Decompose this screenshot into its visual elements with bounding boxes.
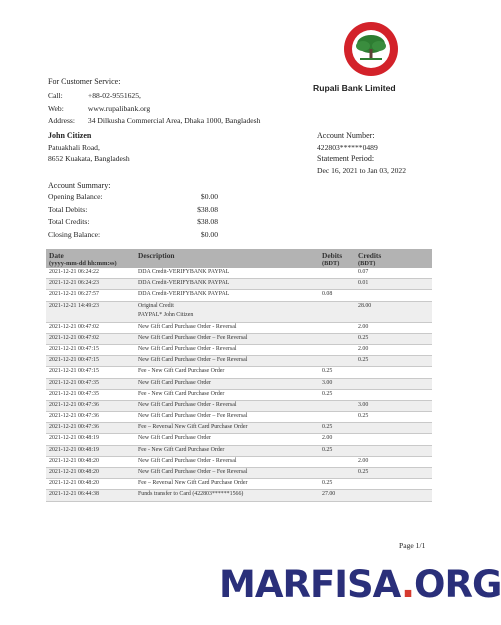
row-date-text: 2021-12-21 00:47:36 bbox=[49, 424, 99, 431]
row-credit bbox=[355, 423, 432, 434]
row-debit bbox=[319, 400, 355, 411]
row-credit bbox=[355, 434, 432, 445]
summary-value: $38.08 bbox=[197, 204, 218, 214]
row-credit-text: 0.07 bbox=[358, 269, 369, 275]
row-description bbox=[135, 434, 319, 445]
row-debit bbox=[319, 445, 355, 456]
row-description bbox=[135, 423, 319, 434]
table-row bbox=[46, 490, 432, 501]
row-description bbox=[135, 333, 319, 344]
table-row bbox=[46, 279, 432, 290]
row-credit-text: 2.00 bbox=[358, 323, 369, 330]
customer-block bbox=[48, 130, 130, 165]
row-description bbox=[135, 378, 319, 389]
summary-row-debits bbox=[48, 205, 218, 218]
description-header bbox=[135, 249, 319, 268]
web-value: www.rupalibank.org bbox=[87, 104, 151, 113]
table-row bbox=[46, 301, 432, 322]
row-credit-text: 0.01 bbox=[358, 280, 369, 287]
row-description-text: New Gift Card Purchase Order – Fee Reversal bbox=[138, 469, 248, 475]
row-debit-text: 0.25 bbox=[322, 446, 333, 453]
row-description-text: Fee - New Gift Card Purchase Order bbox=[138, 368, 225, 375]
row-debit bbox=[319, 434, 355, 445]
row-credit bbox=[355, 468, 432, 479]
row-description bbox=[135, 344, 319, 355]
row-credit bbox=[355, 490, 432, 501]
transactions-table bbox=[46, 249, 432, 502]
row-date-text: 2021-12-21 14:49:23 bbox=[49, 302, 99, 309]
row-date-text: 2021-12-21 06:27:57 bbox=[49, 291, 99, 298]
row-credit bbox=[355, 400, 432, 411]
row-description-text: New Gift Card Purchase Order bbox=[138, 379, 211, 386]
row-credit bbox=[355, 445, 432, 456]
row-debit bbox=[319, 290, 355, 301]
row-credit bbox=[355, 479, 432, 490]
table-row bbox=[46, 344, 432, 355]
bank-logo bbox=[332, 20, 410, 78]
watermark-tld: ORG bbox=[414, 563, 501, 606]
table-row bbox=[46, 423, 432, 434]
row-debit-text: 0.25 bbox=[322, 480, 333, 487]
row-credit bbox=[355, 322, 432, 333]
web-row bbox=[48, 104, 150, 113]
row-credit bbox=[355, 389, 432, 400]
row-description-text: New Gift Card Purchase Order - Reversal bbox=[138, 401, 237, 408]
row-debit-text: 0.25 bbox=[322, 390, 333, 397]
row-debit-text: 0.25 bbox=[322, 424, 333, 431]
row-credit bbox=[355, 268, 432, 279]
row-date bbox=[46, 456, 135, 467]
row-credit bbox=[355, 344, 432, 355]
watermark-text: MARFISA bbox=[219, 563, 401, 606]
row-description bbox=[135, 301, 319, 322]
debits-header-label: Debits bbox=[322, 251, 343, 260]
row-description bbox=[135, 356, 319, 367]
row-description-text: New Gift Card Purchase Order – Fee Reversal bbox=[138, 357, 248, 364]
row-debit bbox=[319, 412, 355, 423]
row-description bbox=[135, 279, 319, 290]
row-date-text: 2021-12-21 06:44:38 bbox=[49, 491, 99, 498]
watermark-dot: . bbox=[400, 563, 415, 606]
credits-header-label: Credits bbox=[358, 251, 382, 260]
row-credit bbox=[355, 356, 432, 367]
summary-row-credits bbox=[48, 217, 218, 230]
row-debit bbox=[319, 344, 355, 355]
row-credit bbox=[355, 378, 432, 389]
date-header-label: Date bbox=[49, 251, 64, 260]
page-number: Page 1/1 bbox=[399, 541, 426, 550]
row-date-text: 2021-12-21 00:47:36 bbox=[49, 413, 99, 420]
summary-value: $38.08 bbox=[197, 217, 218, 227]
customer-address-line2: 8652 Kuakata, Bangladesh bbox=[48, 154, 130, 163]
table-row bbox=[46, 389, 432, 400]
row-description bbox=[135, 490, 319, 501]
watermark-logo bbox=[219, 563, 501, 606]
row-debit bbox=[319, 322, 355, 333]
row-description bbox=[135, 290, 319, 301]
row-description-text: DDA Credit-VERIFYBANK PAYPAL bbox=[138, 269, 230, 275]
row-debit bbox=[319, 456, 355, 467]
call-label: Call: bbox=[48, 91, 63, 100]
row-date-text: 2021-12-21 00:48:20 bbox=[49, 480, 99, 487]
table-row bbox=[46, 468, 432, 479]
row-debit bbox=[319, 279, 355, 290]
row-debit-text: 27.00 bbox=[322, 491, 336, 498]
row-description-text: Funds transfer to Card (422803******1566) bbox=[138, 491, 244, 498]
address-row bbox=[48, 116, 260, 125]
row-debit bbox=[319, 468, 355, 479]
row-description-text: New Gift Card Purchase Order – Fee Reversal bbox=[138, 334, 248, 341]
row-date bbox=[46, 367, 135, 378]
row-debit bbox=[319, 367, 355, 378]
row-credit-text: 0.25 bbox=[358, 413, 369, 420]
row-description-text: DDA Credit-VERIFYBANK PAYPAL bbox=[138, 291, 230, 298]
row-debit bbox=[319, 356, 355, 367]
row-credit-text: 0.25 bbox=[358, 357, 369, 364]
table-row bbox=[46, 445, 432, 456]
row-credit bbox=[355, 456, 432, 467]
row-debit bbox=[319, 389, 355, 400]
row-date-text: 2021-12-21 00:47:35 bbox=[49, 379, 99, 386]
row-description-text: Original Credit bbox=[138, 302, 174, 309]
summary-row-closing bbox=[48, 230, 218, 243]
row-debit-text: 0.25 bbox=[322, 368, 333, 375]
row-date-text: 2021-12-21 06:24:22 bbox=[49, 269, 99, 275]
row-date bbox=[46, 344, 135, 355]
row-date bbox=[46, 490, 135, 501]
row-date-text: 2021-12-21 00:47:02 bbox=[49, 323, 99, 330]
row-debit bbox=[319, 378, 355, 389]
row-date bbox=[46, 479, 135, 490]
row-credit-text: 0.25 bbox=[358, 469, 369, 475]
call-value: +88-02-9551625, bbox=[87, 91, 141, 100]
row-description bbox=[135, 367, 319, 378]
row-date-text: 2021-12-21 00:47:36 bbox=[49, 401, 99, 408]
row-date bbox=[46, 434, 135, 445]
row-credit bbox=[355, 301, 432, 322]
summary-label: Total Debits: bbox=[48, 204, 88, 214]
row-debit bbox=[319, 333, 355, 344]
row-description-text: DDA Credit-VERIFYBANK PAYPAL bbox=[138, 280, 230, 287]
row-date-text: 2021-12-21 00:48:19 bbox=[49, 446, 99, 453]
summary-value: $0.00 bbox=[200, 229, 218, 239]
row-date bbox=[46, 423, 135, 434]
summary-title: Account Summary: bbox=[48, 181, 111, 190]
row-date-text: 2021-12-21 00:48:20 bbox=[49, 469, 99, 475]
table-row bbox=[46, 290, 432, 301]
account-summary bbox=[48, 181, 218, 242]
row-date-text: 2021-12-21 00:47:15 bbox=[49, 357, 99, 364]
row-credit bbox=[355, 367, 432, 378]
row-description-text: New Gift Card Purchase Order – Fee Reversal bbox=[138, 413, 248, 420]
row-description bbox=[135, 445, 319, 456]
row-credit-text: 2.00 bbox=[358, 457, 369, 464]
debits-header-unit: (BDT) bbox=[322, 260, 340, 267]
call-row bbox=[48, 91, 141, 100]
table-row bbox=[46, 400, 432, 411]
web-label: Web: bbox=[48, 104, 64, 113]
row-debit bbox=[319, 423, 355, 434]
row-date bbox=[46, 400, 135, 411]
row-description bbox=[135, 322, 319, 333]
row-date-text: 2021-12-21 00:47:02 bbox=[49, 334, 99, 341]
row-description-text: Fee - New Gift Card Purchase Order bbox=[138, 390, 225, 397]
row-description bbox=[135, 268, 319, 279]
row-date-text: 2021-12-21 00:47:15 bbox=[49, 368, 99, 375]
bank-name: Rupali Bank Limited bbox=[313, 83, 396, 93]
date-header-format: (yyyy-mm-dd hh:mm:ss) bbox=[49, 260, 117, 267]
row-date bbox=[46, 389, 135, 400]
row-description-text: Fee - New Gift Card Purchase Order bbox=[138, 446, 225, 453]
date-header bbox=[46, 249, 135, 268]
statement-period-label: Statement Period: bbox=[317, 154, 375, 163]
row-debit-text: 0.08 bbox=[322, 291, 333, 298]
row-description-text: New Gift Card Purchase Order - Reversal bbox=[138, 457, 237, 464]
summary-label: Closing Balance: bbox=[48, 229, 101, 239]
row-debit bbox=[319, 490, 355, 501]
customer-service-title: For Customer Service: bbox=[48, 77, 121, 86]
row-date bbox=[46, 378, 135, 389]
row-date bbox=[46, 445, 135, 456]
table-row bbox=[46, 356, 432, 367]
description-header-label: Description bbox=[138, 251, 175, 260]
row-debit-text: 3.00 bbox=[322, 379, 333, 386]
row-description bbox=[135, 400, 319, 411]
row-credit-text: 28.00 bbox=[358, 302, 372, 309]
debits-header bbox=[319, 249, 355, 268]
address-label: Address: bbox=[48, 116, 75, 125]
credits-header-unit: (BDT) bbox=[358, 260, 376, 267]
row-description bbox=[135, 456, 319, 467]
address-value: 34 Dilkusha Commercial Area, Dhaka 1000, Bangladesh bbox=[87, 116, 261, 125]
row-description-text: New Gift Card Purchase Order bbox=[138, 435, 211, 442]
summary-value: $0.00 bbox=[200, 192, 218, 201]
row-debit bbox=[319, 301, 355, 322]
row-debit bbox=[319, 268, 355, 279]
row-credit bbox=[355, 412, 432, 423]
row-credit-text: 3.00 bbox=[358, 401, 369, 408]
row-debit bbox=[319, 479, 355, 490]
table-row bbox=[46, 367, 432, 378]
table-row bbox=[46, 378, 432, 389]
customer-address-line1: Patuakhali Road, bbox=[48, 142, 100, 152]
row-date bbox=[46, 279, 135, 290]
row-credit-text: 0.25 bbox=[358, 334, 369, 341]
table-row bbox=[46, 412, 432, 423]
row-credit bbox=[355, 290, 432, 301]
row-description-line2: PAYPAL* John Citizen bbox=[138, 312, 194, 319]
row-debit-text: 2.00 bbox=[322, 435, 333, 442]
row-date bbox=[46, 322, 135, 333]
summary-row-opening bbox=[48, 192, 218, 205]
row-date bbox=[46, 356, 135, 367]
row-credit-text: 2.00 bbox=[358, 345, 369, 352]
row-description-text: Fee – Reversal New Gift Card Purchase Order bbox=[138, 480, 248, 487]
table-row bbox=[46, 268, 432, 279]
row-date bbox=[46, 333, 135, 344]
row-date bbox=[46, 412, 135, 423]
row-date bbox=[46, 268, 135, 279]
customer-name: John Citizen bbox=[48, 131, 92, 140]
account-block bbox=[317, 130, 406, 176]
summary-label: Opening Balance: bbox=[48, 192, 103, 201]
row-date-text: 2021-12-21 00:47:35 bbox=[49, 390, 99, 397]
table-header-row bbox=[46, 249, 432, 268]
account-number-value: 422803******0489 bbox=[317, 142, 378, 152]
table-row bbox=[46, 322, 432, 333]
row-date-text: 2021-12-21 06:24:23 bbox=[49, 280, 99, 287]
row-credit bbox=[355, 279, 432, 290]
row-date bbox=[46, 468, 135, 479]
credits-header bbox=[355, 249, 432, 268]
statement-period-value: Dec 16, 2021 to Jan 03, 2022 bbox=[317, 165, 407, 175]
summary-label: Total Credits: bbox=[48, 217, 90, 227]
row-credit bbox=[355, 333, 432, 344]
account-number-label: Account Number: bbox=[317, 131, 375, 140]
row-description bbox=[135, 479, 319, 490]
row-date-text: 2021-12-21 00:47:15 bbox=[49, 345, 99, 352]
table-row bbox=[46, 434, 432, 445]
table-row bbox=[46, 456, 432, 467]
table-row bbox=[46, 479, 432, 490]
row-description-text: Fee – Reversal New Gift Card Purchase Order bbox=[138, 424, 248, 431]
row-description bbox=[135, 412, 319, 423]
row-date bbox=[46, 301, 135, 322]
row-date-text: 2021-12-21 00:48:20 bbox=[49, 457, 99, 464]
table-row bbox=[46, 333, 432, 344]
row-description-text: New Gift Card Purchase Order - Reversal bbox=[138, 323, 237, 330]
row-description bbox=[135, 389, 319, 400]
row-date bbox=[46, 290, 135, 301]
row-description-text: New Gift Card Purchase Order - Reversal bbox=[138, 345, 237, 352]
row-description bbox=[135, 468, 319, 479]
row-date-text: 2021-12-21 00:48:19 bbox=[49, 435, 99, 442]
